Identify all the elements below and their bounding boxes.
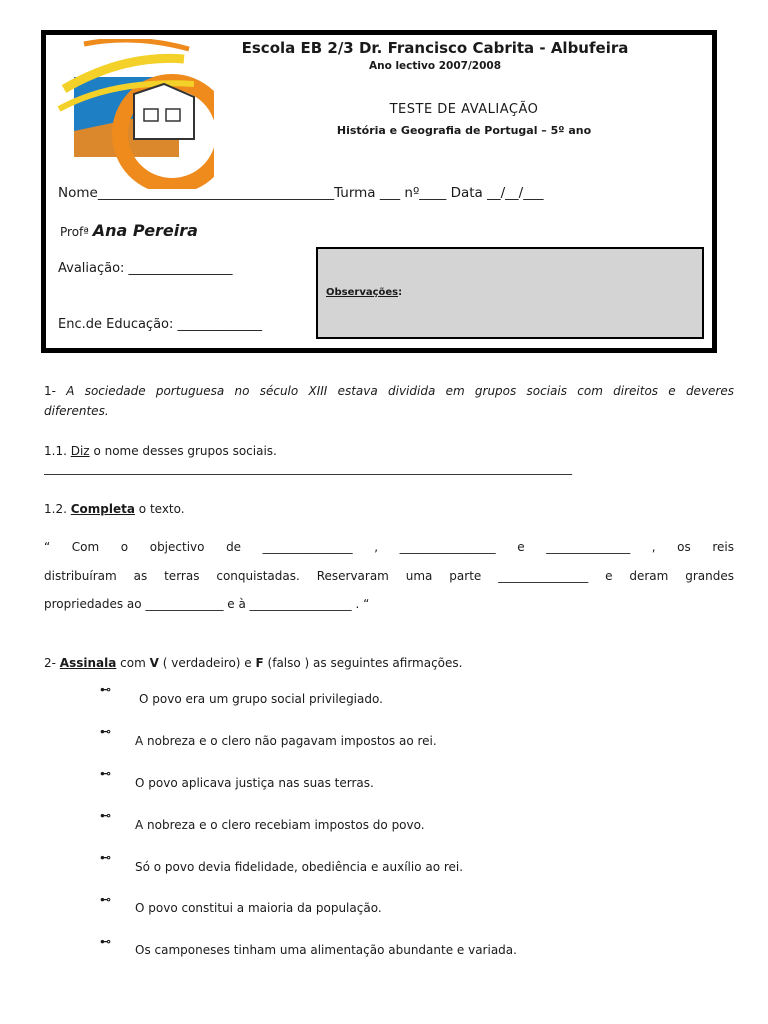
q1-number: 1- [44, 384, 56, 398]
q1-2-verb: Completa [70, 502, 135, 516]
observacoes-box[interactable] [316, 247, 704, 339]
q1-1-verb: Diz [70, 444, 90, 458]
avaliacao-field[interactable]: Avaliação: ________________ [58, 261, 233, 276]
logo-orange-swoosh [84, 40, 189, 49]
q1-2-prompt [44, 502, 185, 516]
teacher-prefix: Profª [60, 225, 89, 239]
school-name: Escola EB 2/3 Dr. Francisco Cabrita - Albufeira [241, 39, 629, 57]
q1-2-text-line1[interactable]: “ Com o objectivo de _______________ , ________________ e ______________ , os reis [44, 540, 734, 554]
logo-building [134, 84, 194, 139]
statement-4[interactable]: A nobreza e o clero recebiam impostos do povo. [135, 818, 425, 832]
q1-text-end: diferentes. [44, 404, 109, 418]
bullet-icon: ⊷ [100, 893, 111, 906]
q1-text: A sociedade portuguesa no século XIII estava dividida em grupos sociais com direitos e deveres [66, 384, 734, 398]
q2-v: V [149, 656, 159, 670]
bullet-icon: ⊷ [100, 767, 111, 780]
q2-text-b: ( verdadeiro) e [162, 656, 252, 670]
q1-1-answer-line[interactable]: ________________________________________________________________________________________ [44, 461, 572, 475]
q2-text-a: com [120, 656, 146, 670]
q2-text-c: (falso ) as seguintes afirmações. [267, 656, 463, 670]
q2-prompt [44, 656, 462, 670]
teacher-line [60, 221, 198, 240]
q1-1-prompt [44, 444, 277, 458]
q1-2-text: o texto. [138, 502, 185, 516]
enc-educacao-field[interactable]: Enc.de Educação: _____________ [58, 317, 263, 332]
q1-1-number: 1.1. [44, 444, 67, 458]
q2-verb: Assinala [59, 656, 117, 670]
statement-5[interactable]: Só o povo devia fidelidade, obediência e auxílio ao rei. [135, 860, 464, 874]
test-header [41, 30, 717, 353]
statement-7[interactable]: Os camponeses tinham uma alimentação abundante e variada. [135, 943, 517, 957]
q2-number: 2- [44, 656, 56, 670]
teacher-name: Ana Pereira [92, 221, 198, 240]
observacoes-label: Observações: [326, 287, 403, 298]
q2-f: F [255, 656, 264, 670]
student-name-line[interactable]: Nome___________________________________Turma ___ nº____ Data __/__/___ [58, 185, 544, 201]
q1-2-text-line2[interactable]: distribuíram as terras conquistadas. Reservaram uma parte _______________ e deram grandes [44, 569, 734, 583]
statement-2[interactable]: A nobreza e o clero não pagavam impostos ao rei. [135, 734, 437, 748]
q1-2-text-line3[interactable]: propriedades ao _____________ e à _________________ . “ [44, 597, 370, 611]
q1-1-text: o nome desses grupos sociais. [93, 444, 277, 458]
test-title: TESTE DE AVALIAÇÃO [389, 102, 539, 117]
bullet-icon: ⊷ [100, 809, 111, 822]
test-subject: História e Geografia de Portugal – 5º ano [336, 124, 592, 137]
statement-3[interactable]: O povo aplicava justiça nas suas terras. [135, 776, 374, 790]
bullet-icon: ⊷ [100, 935, 111, 948]
bullet-icon: ⊷ [100, 725, 111, 738]
q1-line1 [44, 384, 734, 398]
school-year: Ano lectivo 2007/2008 [368, 60, 502, 72]
statement-1[interactable]: O povo era um grupo social privilegiado. [139, 692, 383, 706]
q1-line2 [44, 404, 109, 418]
statement-6[interactable]: O povo constitui a maioria da população. [135, 901, 382, 915]
bullet-icon: ⊷ [100, 683, 111, 696]
q1-2-number: 1.2. [44, 502, 67, 516]
bullet-icon: ⊷ [100, 851, 111, 864]
